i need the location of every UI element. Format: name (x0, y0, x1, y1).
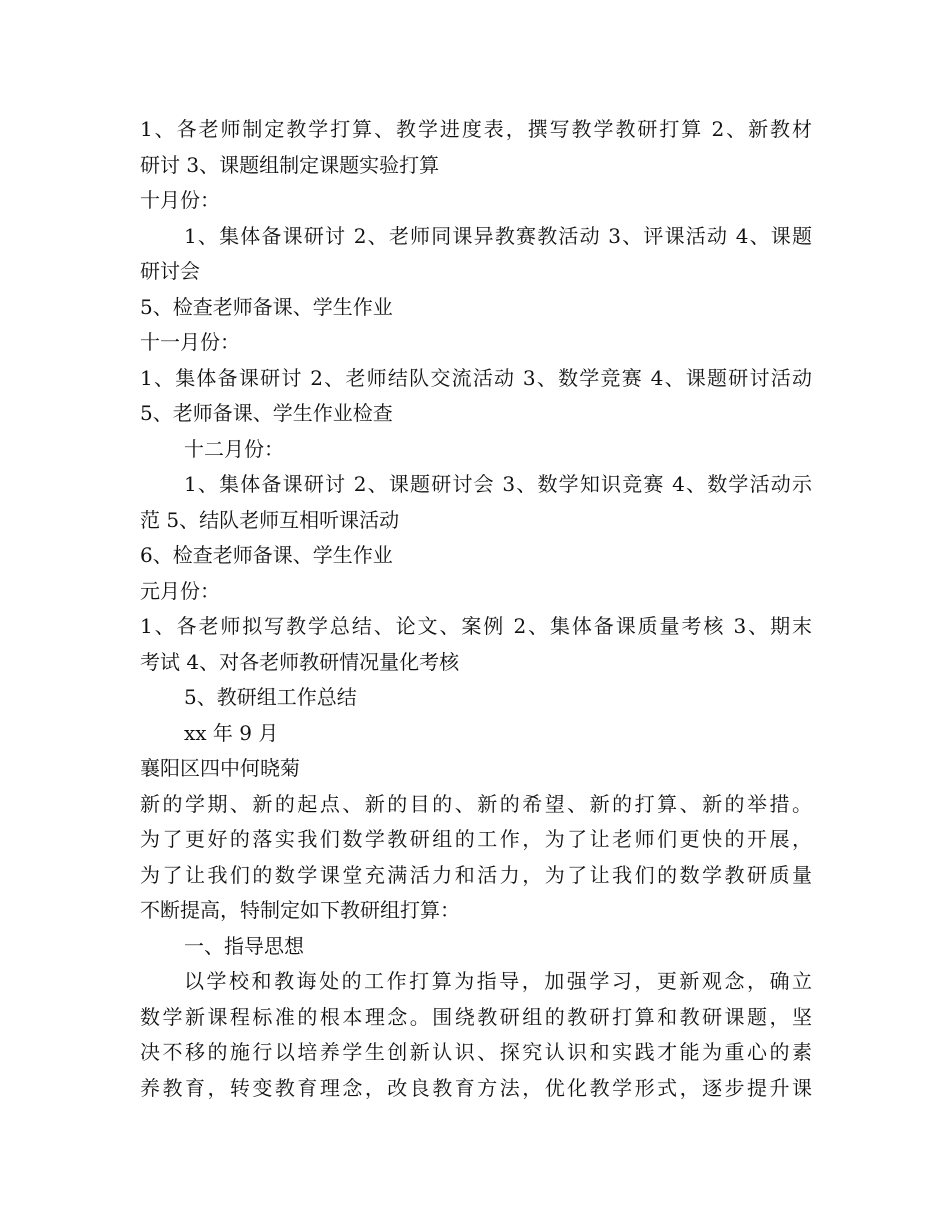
text-line: 5、教研组工作总结 (184, 685, 357, 709)
text-line: 考试 4、对各老师教研情况量化考核 (140, 649, 460, 674)
text-line: 1、各老师拟写教学总结、论文、案例 2、集体备课质量考核 3、期末 (140, 614, 812, 638)
text-line: 十月份： (140, 188, 220, 212)
text-line: 研讨会 (140, 259, 200, 283)
document-body (140, 112, 812, 1106)
text-line: 5、老师备课、学生作业检查 (140, 401, 393, 425)
text-line: 1、集体备课研讨 2、老师结队交流活动 3、数学竞赛 4、课题研讨活动 (140, 365, 812, 390)
text-line: 一、指导思想 (184, 933, 304, 958)
text-line: 元月份： (140, 578, 220, 603)
text-line: 十一月份： (140, 330, 240, 354)
text-line: 6、检查老师备课、学生作业 (140, 543, 393, 567)
text-line: xx 年 9 月 (184, 720, 279, 745)
text-line: 新的学期、新的起点、新的目的、新的希望、新的打算、新的举措。 (140, 791, 812, 816)
text-line: 研讨 3、课题组制定课题实验打算 (140, 152, 440, 177)
text-line: 以学校和教诲处的工作打算为指导，加强学习，更新观念，确立 (184, 969, 812, 993)
text-line: 为了更好的落实我们数学教研组的工作，为了让老师们更快的开展， (140, 827, 812, 851)
text-line: 襄阳区四中何晓菊 (140, 756, 300, 780)
text-line: 不断提高，特制定如下教研组打算： (140, 898, 460, 922)
text-line: 5、检查老师备课、学生作业 (140, 294, 393, 319)
text-line: 数学新课程标准的根本理念。围绕教研组的教研打算和教研课题，坚 (140, 1004, 812, 1029)
text-line: 为了让我们的数学课堂充满活力和活力，为了让我们的数学教研质量 (140, 862, 812, 887)
text-line: 十二月份： (184, 436, 284, 461)
text-line: 养教育，转变教育理念，改良教育方法，优化教学形式，逐步提升课 (140, 1075, 812, 1100)
text-line: 决不移的施行以培养学生创新认识、探究认识和实践才能为重心的素 (140, 1040, 812, 1064)
text-line: 范 5、结队老师互相听课活动 (140, 507, 400, 532)
text-line: 1、各老师制定教学打算、教学进度表，撰写教学教研打算 2、新教材 (140, 117, 812, 141)
text-line: 1、集体备课研讨 2、老师同课异教赛教活动 3、评课活动 4、课题 (184, 223, 812, 248)
text-line: 1、集体备课研讨 2、课题研讨会 3、数学知识竞赛 4、数学活动示 (184, 472, 812, 496)
